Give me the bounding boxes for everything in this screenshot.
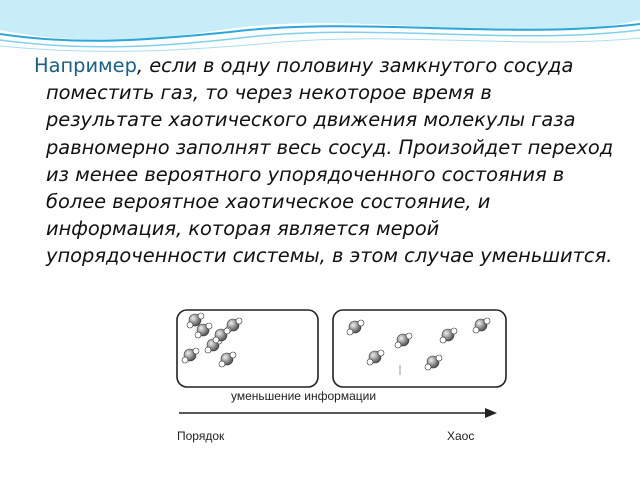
slide-paragraph <box>34 52 614 270</box>
arrow-label: уменьшение информации <box>231 389 377 403</box>
entropy-figure <box>163 305 525 452</box>
wave-light <box>0 0 640 40</box>
lead-word: Например <box>34 54 137 77</box>
order-label: Порядок <box>177 429 225 443</box>
body-text: , если в одну половину замкнутого сосуда поместить газ, то через некоторое время в результате хаотического движения молекулы газа равномерно заполнят весь сосуд. Произойдет переход из менее вероятного упорядоченного состояния в более вероятное хаотическое состояние, и информация, которая является мерой упорядоченности системы, в этом случае уменьшится. <box>46 54 614 268</box>
information-arrow-head <box>485 408 497 418</box>
chaos-label: Хаос <box>447 429 475 443</box>
